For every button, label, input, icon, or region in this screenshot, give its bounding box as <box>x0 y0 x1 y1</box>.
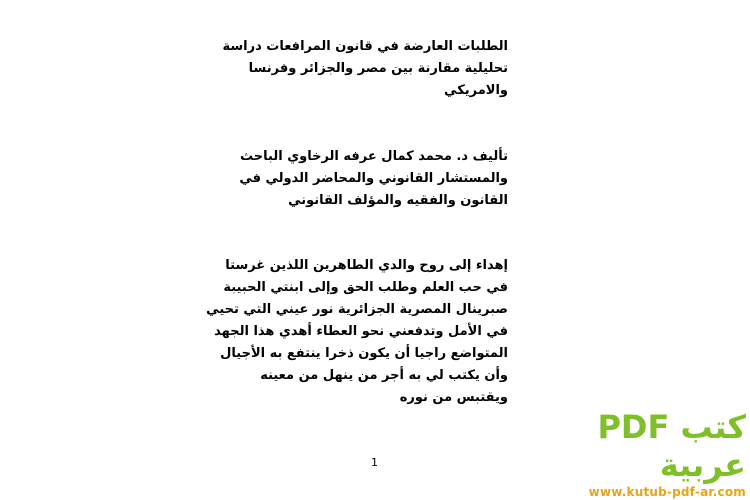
watermark-logo-text: كتب PDF عربية <box>597 408 746 484</box>
dedication-line: إهداء إلى روح والدي الطاهرين اللذين غرستا <box>225 258 508 273</box>
book-title <box>222 36 508 102</box>
title-line: تحليلية مقارنة بين مصر والجزائر وفرنسا <box>248 61 508 76</box>
page-number: 1 <box>371 456 378 469</box>
dedication-line: صبرينال المصرية الجزائرية نور عيني التي تحيي <box>206 302 508 317</box>
dedication <box>206 255 508 409</box>
author-line: والمستشار القانوني والمحاضر الدولي في <box>239 171 508 186</box>
dedication-line: في الأمل وتدفعني نحو العطاء أهدي هذا الجهد <box>214 324 508 339</box>
author-line: تأليف د. محمد كمال عرفه الرخاوي الباحث <box>240 149 508 164</box>
dedication-line: المتواضع راجيا أن يكون ذخرا ينتفع به الأجيال <box>220 346 508 361</box>
author-line: القانون والفقيه والمؤلف القانوني <box>288 193 508 208</box>
watermark-url: www.kutub-pdf-ar.com <box>588 485 746 499</box>
dedication-line: ويقتبس من نوره <box>399 390 508 405</box>
title-line: والامريكي <box>444 83 508 98</box>
title-line: الطلبات العارضة في قانون المرافعات دراسة <box>222 39 508 54</box>
dedication-line: وأن يكتب لي به أجر من ينهل من معينه <box>260 368 508 383</box>
site-watermark <box>586 408 746 500</box>
dedication-line: في حب العلم وطلب الحق وإلى ابنتي الحبيبة <box>223 280 508 295</box>
author-credit <box>238 146 508 212</box>
